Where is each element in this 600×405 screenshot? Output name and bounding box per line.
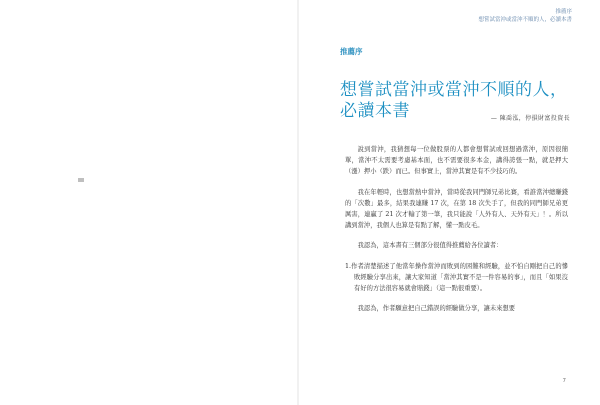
- running-header-title: 想嘗試當沖或當沖不順的人，必讀本書: [478, 17, 572, 23]
- paragraph: 我在年輕時，也想當熱中當沖，當時從我同門師兄弟比賽，看誰當沖總賺錢的「次數」最多，結果我連賺 17 次，在第 18 次失手了，但我的同門師兄弟更厲害，連贏了 21 次才輸了第一筆，我只能說「人外有人、天外有天」！。所以講到當沖，我個人也算是有點了解，懂一點皮毛。: [345, 188, 568, 230]
- running-header: [478, 8, 572, 24]
- book-gutter: [297, 0, 299, 405]
- running-header-section: 推薦序: [555, 9, 572, 15]
- left-page: [0, 0, 297, 405]
- page-number: 7: [562, 378, 566, 384]
- body-text: [345, 144, 568, 323]
- chapter-title-line-2: 必讀本書: [340, 101, 410, 122]
- numbered-list: [345, 261, 568, 295]
- paragraph: 說到當沖，我猜想每一位做股票的人都會想嘗試或回想過當沖，原因很簡單，當沖不太需要考慮基本面，也不需要很多本金，講得誇張一點，就是押大（漲）押小（跌）而已。但事實上，當沖其實是有不少技巧的。: [345, 146, 568, 176]
- paragraph: 我認為，這本書有三個部分很值得推薦給各位讀者：: [357, 242, 503, 250]
- right-page: [300, 0, 600, 405]
- author-attribution: — 陳喬泓，停損財富投資長: [490, 115, 570, 122]
- list-item: 1.作者清楚描述了他當年操作當沖而敗到的困難和經驗，並不怕自剛把自己的慘敗經驗分享出來，讓大家知道「當沖其實不是一件容易的事」，而且「如果沒有好的方法很容易就會賠錢」（這一點很重要）。: [345, 262, 568, 293]
- page-mark: [78, 178, 84, 182]
- section-label: 推薦序: [340, 47, 363, 56]
- paragraph: 我認為，作者願意把自己錯誤的經驗做分享，讓未來想要: [357, 305, 516, 313]
- chapter-title-line-1: 想嘗試當沖或當沖不順的人，: [340, 80, 568, 101]
